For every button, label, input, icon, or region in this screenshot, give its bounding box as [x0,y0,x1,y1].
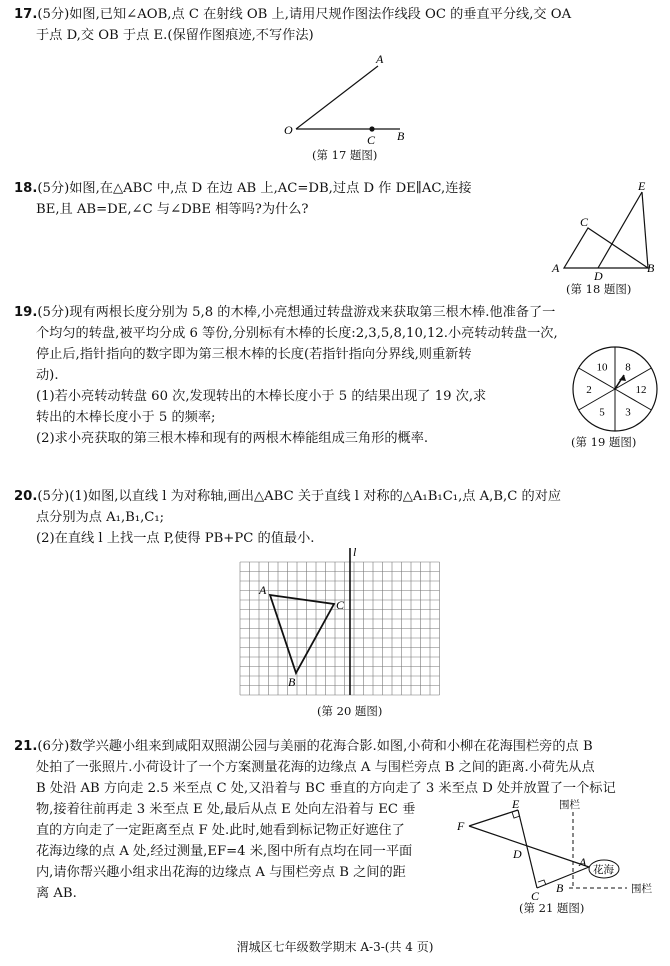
question-text: 个均匀的转盘,被平均分成 6 等份,分别标有木棒的长度:2,3,5,8,10,12.小亮转动转盘一次, [36,326,558,341]
spinner-sector-value: 3 [625,406,631,419]
question-20 [14,486,561,549]
figure-21 [455,796,667,916]
figure-18 [548,179,658,283]
question-text: 离 AB. [36,886,77,901]
flower-sea-label: 花海 [593,865,614,876]
question-number: 19. [14,305,38,320]
question-text: 花海边缘的点 A 处,经过测量,EF=4 米,图中所有点均在同一平面 [36,844,413,859]
point-label-d: D [594,269,603,283]
point-label-o: O [284,123,293,137]
question-text: BE,且 AB=DE,∠C 与∠DBE 相等吗?为什么? [36,202,309,217]
fence-label-top: 围栏 [559,800,580,811]
question-subpart: (1)若小亮转动转盘 60 次,发现转出的木棒长度小于 5 的结果出现了 19 次,求 [36,389,487,404]
question-subpart: (2)在直线 l 上找一点 P,使得 PB+PC 的值最小. [36,531,315,546]
question-text: 动). [36,368,59,383]
spinner-sector-value: 2 [586,384,592,396]
point-label-e: E [638,179,646,193]
page-footer: 渭城区七年级数学期末 A-3-(共 4 页) [236,940,434,954]
spinner-sector-value: 5 [599,406,605,419]
question-text: 于点 D,交 OB 于点 E.(保留作图痕迹,不写作法) [36,28,314,43]
point-label-d: D [513,847,522,861]
point-label-a: A [552,261,560,275]
question-text: 点分别为点 A₁,B₁,C₁; [36,510,165,525]
figure-caption-21: (第 21 题图) [519,901,585,915]
question-text: 内,请你帮兴趣小组求出花海的边缘点 A 与围栏旁点 B 之间的距 [36,865,406,880]
question-number: 21. [14,739,38,754]
question-text: (5分)现有两根长度分别为 5,8 的木棒,小亮想通过转盘游戏来获取第三根木棒.他准备了一 [37,305,556,320]
point-label-c: C [580,215,589,229]
figure-caption-17: (第 17 题图) [312,148,378,162]
point-label-f: F [457,819,465,833]
question-text: (5分)(1)如图,以直线 l 为对称轴,画出△ABC 关于直线 l 对称的△A₁B₁C₁,点 A,B,C 的对应 [37,489,562,504]
question-text: 转出的木棒长度小于 5 的频率; [36,410,216,425]
question-19 [14,302,558,449]
question-17 [14,4,571,46]
question-text: (5分)如图,已知∠AOB,点 C 在射线 OB 上,请用尺规作图法作线段 OC 的垂直平分线,交 OA [37,7,572,22]
question-number: 20. [14,489,38,504]
fence-label-bottom: 围栏 [631,884,652,895]
point-label-e: E [512,797,520,811]
point-label-b: B [647,261,655,275]
axis-label-l: l [353,545,357,559]
question-text: B 处沿 AB 方向走 2.5 米至点 C 处,又沿着与 BC 垂直的方向走了 3 米至点 D 处并放置了一个标记 [36,781,616,796]
spinner-sector-value: 8 [625,361,631,374]
point-label-b: B [556,881,564,895]
spinner-sector-value: 12 [635,384,647,396]
figure-caption-18: (第 18 题图) [566,282,632,296]
point-label-b: B [397,129,405,143]
question-subpart: (2)求小亮获取的第三根木棒和现有的两根木棒能组成三角形的概率. [36,431,429,446]
question-number: 17. [14,7,38,22]
question-18 [14,178,472,220]
spinner-divider [579,389,615,410]
figure-caption-19: (第 19 题图) [571,435,637,449]
point-label-a: A [376,52,384,66]
figure-17 [280,52,420,147]
question-text: 直的方向走了一定距离至点 F 处.此时,她看到标记物正好遮住了 [36,823,405,838]
figure-caption-20: (第 20 题图) [317,704,383,718]
figure-20-grid [240,545,440,698]
spinner-sector-value: 10 [596,361,608,374]
point-label-b: B [288,675,296,689]
point-label-c: C [531,889,540,903]
question-text: 物,接着往前再走 3 米至点 E 处,最后从点 E 处向左沿着与 EC 垂 [36,802,416,817]
question-number: 18. [14,181,38,196]
point-label-a: A [579,855,587,869]
question-text: (5分)如图,在△ABC 中,点 D 在边 AB 上,AC=DB,过点 D 作 DE∥AC,连接 [37,181,472,196]
point-label-a: A [259,583,267,597]
question-text: 停止后,指针指向的数字即为第三根木棒的长度(若指针指向分界线,则重新转 [36,347,472,362]
question-text: (6分)数学兴趣小组来到咸阳双照湖公园与美丽的花海合影.如图,小荷和小柳在花海围栏旁的点 B [37,739,593,754]
point-label-c: C [367,133,376,147]
spinner-figure [570,344,660,434]
question-text: 处拍了一张照片.小荷设计了一个方案测量花海的边缘点 A 与围栏旁点 B 之间的距离.小荷先从点 [36,760,595,775]
point-label-c: C [336,598,345,612]
